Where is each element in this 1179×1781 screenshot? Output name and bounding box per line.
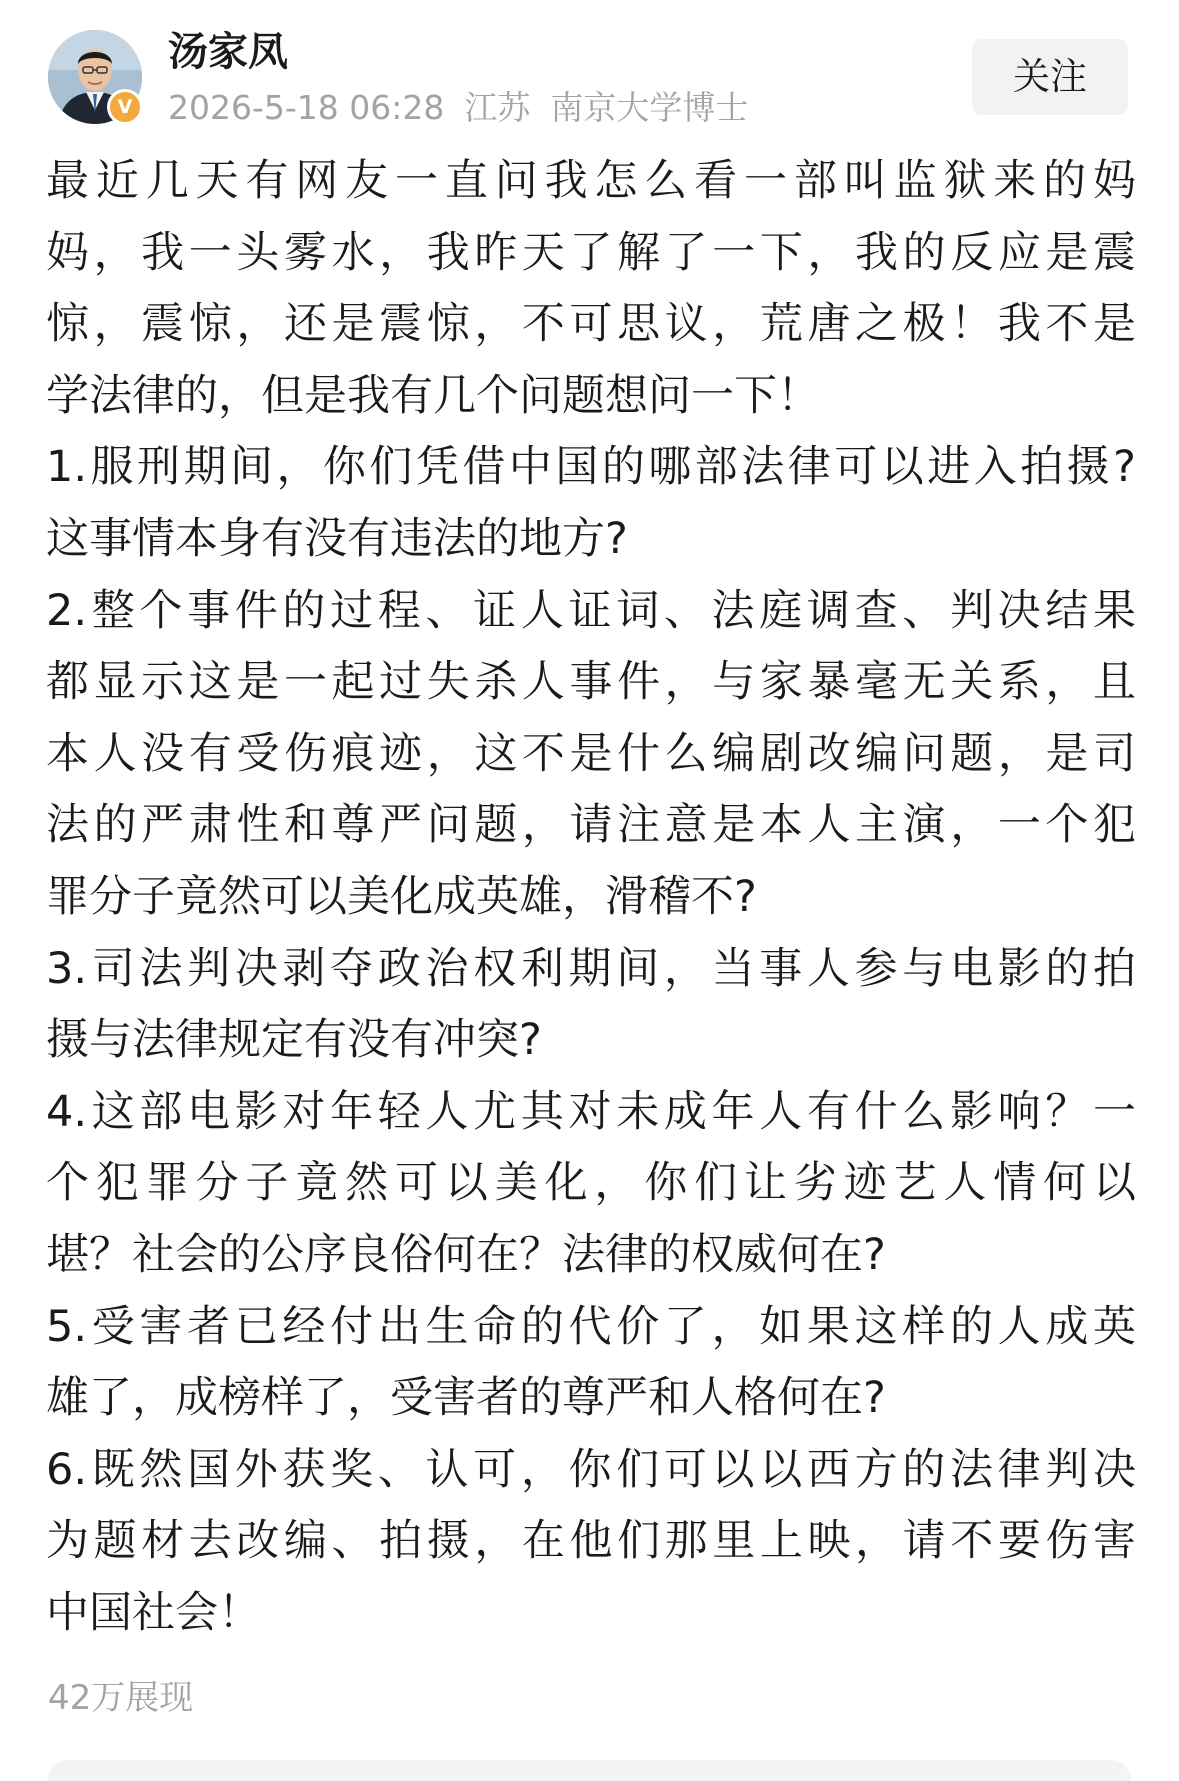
- post-text-line: 最近几天有网友一直问我怎么看一部叫监狱来的妈: [46, 156, 1136, 206]
- post-text-line: 罪分子竟然可以美化成英雄，滑稽不?: [46, 871, 757, 922]
- post-text-line: 2.整个事件的过程、证人证词、法庭调查、判决结果: [46, 585, 1136, 636]
- verified-badge-icon: V: [107, 89, 143, 125]
- post-text-line: 都显示这是一起过失杀人事件，与家暴毫无关系，且: [46, 657, 1136, 708]
- post-meta: [168, 86, 768, 130]
- post-text-line: 6.既然国外获奖、认可，你们可以以西方的法律判决: [46, 1444, 1136, 1495]
- post-header: [0, 0, 1179, 150]
- bottom-input-bar[interactable]: [48, 1760, 1131, 1781]
- post-datetime: 2026-5-18 06:28: [168, 88, 445, 127]
- post-text-line: 惊，震惊，还是震惊，不可思议，荒唐之极！我不是: [46, 299, 1136, 350]
- post-body: [46, 146, 1136, 1649]
- post-text-line: 本人没有受伤痕迹，这不是什么编剧改编问题，是司: [46, 728, 1136, 779]
- post-text-line: 摄与法律规定有没有冲突?: [46, 1015, 542, 1066]
- post-text-line: 学法律的，但是我有几个问题想问一下！: [46, 370, 820, 421]
- author-name[interactable]: 汤家凤: [168, 29, 288, 75]
- post-text-line: 堪？社会的公序良俗何在？法律的权威何在?: [46, 1229, 886, 1280]
- post-text-line: 4.这部电影对年轻人尤其对未成年人有什么影响？一: [46, 1086, 1136, 1137]
- impressions-count: 42万展现: [48, 1678, 194, 1718]
- post-text-line: 这事情本身有没有违法的地方?: [46, 513, 628, 564]
- post-text-line: 个犯罪分子竟然可以美化，你们让劣迹艺人情何以: [46, 1158, 1136, 1209]
- post-text-line: 5.受害者已经付出生命的代价了，如果这样的人成英: [46, 1301, 1136, 1352]
- post-text-line: 中国社会！: [46, 1587, 261, 1638]
- post-text-line: 1.服刑期间，你们凭借中国的哪部法律可以进入拍摄?: [46, 442, 1136, 493]
- post-text-line: 为题材去改编、拍摄，在他们那里上映，请不要伤害: [46, 1516, 1136, 1567]
- post-text-line: 雄了，成榜样了，受害者的尊严和人格何在?: [46, 1373, 886, 1424]
- follow-button[interactable]: 关注: [972, 39, 1128, 115]
- post-text-line: 妈，我一头雾水，我昨天了解了一下，我的反应是震: [46, 227, 1136, 278]
- post-text-line: 法的严肃性和尊严问题，请注意是本人主演，一个犯: [46, 800, 1136, 851]
- post-location: 江苏: [464, 88, 531, 127]
- post-text-line: 3.司法判决剥夺政治权利期间，当事人参与电影的拍: [46, 943, 1136, 994]
- author-title: 南京大学博士: [550, 88, 749, 127]
